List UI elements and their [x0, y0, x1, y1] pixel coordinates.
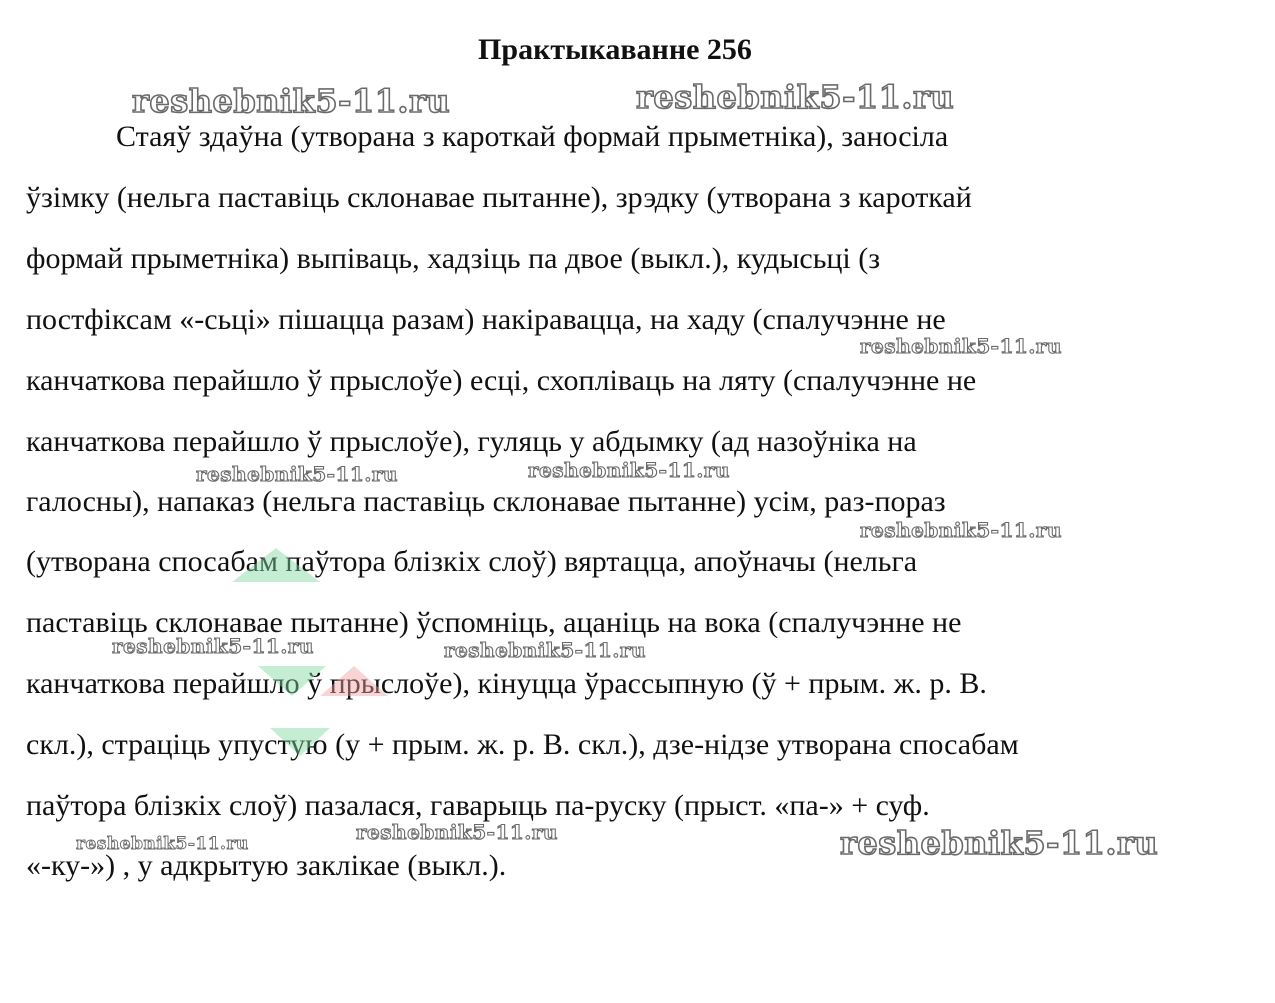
text-line: паўтора блізкіх слоў) пазалася, гаварыць па-руску (прыст. «па-» + суф.	[26, 789, 930, 822]
text-line: (утворана спосабам паўтора блізкіх слоў) вяртацца, апоўначы (нельга	[26, 545, 918, 578]
text-line: канчаткова перайшло ў прыслоўе) есці, схопліваць на ляту (спалучэнне не	[26, 364, 977, 397]
watermark-text: reshebnik5-11.ru	[444, 638, 646, 662]
watermark-text: reshebnik5-11.ru	[860, 334, 1062, 358]
watermark-text: reshebnik5-11.ru	[528, 458, 730, 482]
watermark-text: reshebnik5-11.ru	[112, 634, 314, 658]
text-line: ўзімку (нельга паставіць склонавае пытанне), зрэдку (утворана з кароткай	[26, 181, 972, 214]
text-line: паставіць склонавае пытанне) ўспомніць, ацаніць на вока (спалучэнне не	[26, 606, 962, 639]
watermark-text: reshebnik5-11.ru	[196, 462, 398, 486]
text-line: формай прыметніка) выпіваць, хадзіць па двое (выкл.), кудысьці (з	[26, 242, 881, 275]
decorative-triangle	[320, 666, 388, 696]
text-line: Стаяў здаўна (утворана з кароткай формай прыметніка), заносіла	[116, 120, 949, 153]
decorative-triangle	[232, 548, 320, 582]
text-line: канчаткова перайшло ў прыслоўе), гуляць у абдымку (ад назоўніка на	[26, 425, 917, 458]
watermark-text: reshebnik5-11.ru	[76, 834, 249, 854]
text-line: канчаткова перайшло ў прыслоўе), кінуцца ўрассыпную (ў + прым. ж. р. В.	[26, 667, 987, 700]
watermark-text: reshebnik5-11.ru	[132, 82, 451, 120]
decorative-triangle	[270, 728, 330, 756]
decorative-triangle	[258, 666, 326, 696]
text-line: постфіксам «-сьці» пішацца разам) накіравацца, на хаду (спалучэнне не	[26, 303, 946, 336]
text-line: «-ку-») , у адкрытую заклікае (выкл.).	[26, 849, 507, 882]
watermark-text: reshebnik5-11.ru	[860, 518, 1062, 542]
text-line: галосны), напаказ (нельга паставіць склонавае пытанне) усім, раз-пораз	[26, 485, 946, 518]
page-title: Практыкаванне 256	[478, 33, 752, 66]
watermark-text: reshebnik5-11.ru	[636, 78, 955, 116]
watermark-text: reshebnik5-11.ru	[356, 820, 558, 844]
text-line: скл.), страціць упустую (у + прым. ж. р. В. скл.), дзе-нідзе утворана спосабам	[26, 728, 1019, 761]
watermark-text: reshebnik5-11.ru	[840, 824, 1159, 862]
